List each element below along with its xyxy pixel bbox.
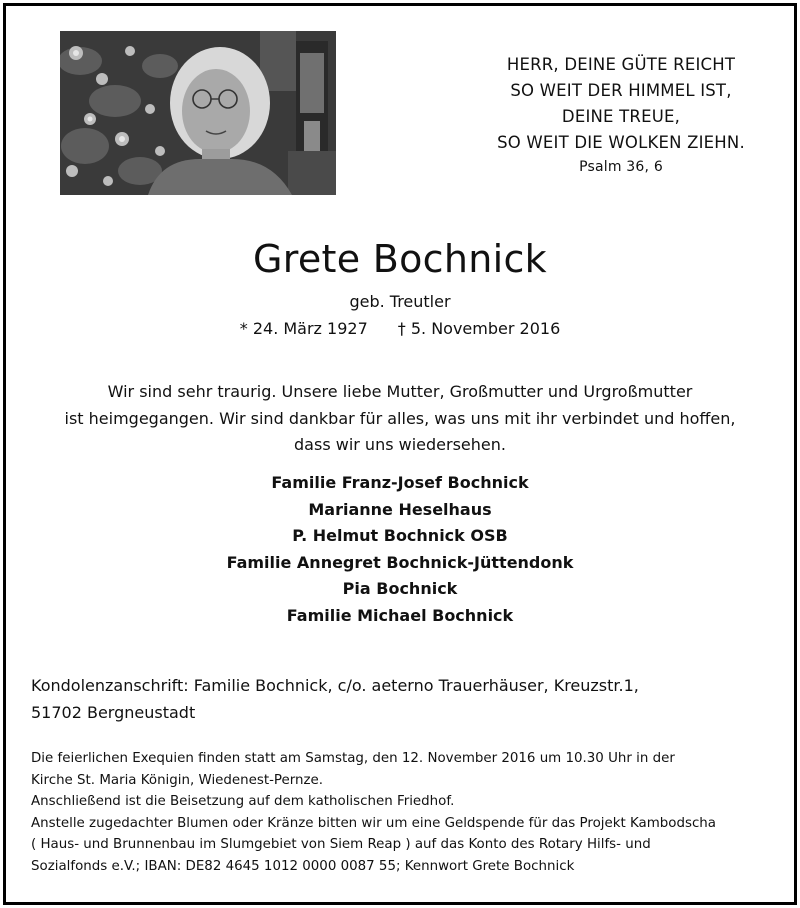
details-line: Die feierlichen Exequien finden statt am Samstag, den 12. November 2016 um 10.30 Uhr in der: [31, 751, 675, 766]
mourning-message: [6, 379, 794, 459]
details-line: Kirche St. Maria Königin, Wiedenest-Pernze.: [31, 772, 324, 788]
details-line: Anschließend ist die Beisetzung auf dem katholischen Friedhof.: [31, 794, 455, 809]
message-line: Wir sind sehr traurig. Unsere liebe Mutter, Großmutter und Urgroßmutter: [107, 382, 693, 401]
details-line: Sozialfonds e.V.; IBAN: DE82 4645 1012 0000 0087 55; Kennwort Grete Bochnick: [31, 858, 575, 874]
condolence-line: 51702 Bergneustadt: [31, 703, 196, 722]
message-line: ist heimgegangen. Wir sind dankbar für alles, was uns mit ihr verbindet und hoffen,: [64, 408, 736, 428]
psalm-verse: [476, 52, 766, 177]
verse-line: SO WEIT DIE WOLKEN ZIEHN.: [497, 133, 745, 152]
mourners-list: [6, 470, 794, 629]
condolence-line: Kondolenzanschrift: Familie Bochnick, c/o. aeterno Trauerhäuser, Kreuzstr.1,: [31, 676, 639, 695]
birth-name: geb. Treutler: [349, 292, 451, 311]
details-line: ( Haus- und Brunnenbau im Slumgebiet von Siem Reap ) auf das Konto des Rotary Hilfs- und: [31, 837, 651, 852]
mourner-name: Familie Annegret Bochnick-Jüttendonk: [226, 552, 574, 572]
verse-line: DEINE TREUE,: [561, 107, 681, 126]
mourner-name: Familie Michael Bochnick: [286, 605, 514, 625]
mourner-name: Familie Franz-Josef Bochnick: [271, 473, 529, 492]
portrait-photo: [60, 31, 336, 195]
verse-reference: Psalm 36, 6: [579, 159, 663, 175]
deceased-name: Grete Bochnick: [252, 237, 547, 281]
mourner-name: Pia Bochnick: [342, 579, 458, 598]
condolence-address: [31, 672, 771, 726]
message-line: dass wir uns wiedersehen.: [294, 435, 506, 454]
funeral-details: [31, 748, 781, 877]
birth-date: * 24. März 1927: [239, 319, 368, 338]
death-date: † 5. November 2016: [397, 319, 561, 338]
details-line: Anstelle zugedachter Blumen oder Kränze bitten wir um eine Geldspende für das Projekt Kambodscha: [31, 815, 717, 831]
obituary-notice: [3, 3, 797, 905]
verse-line: SO WEIT DER HIMMEL IST,: [510, 81, 732, 100]
mourner-name: Marianne Heselhaus: [308, 499, 492, 519]
life-dates: [6, 317, 794, 341]
mourner-name: P. Helmut Bochnick OSB: [292, 526, 508, 545]
verse-line: HERR, DEINE GÜTE REICHT: [506, 55, 736, 74]
